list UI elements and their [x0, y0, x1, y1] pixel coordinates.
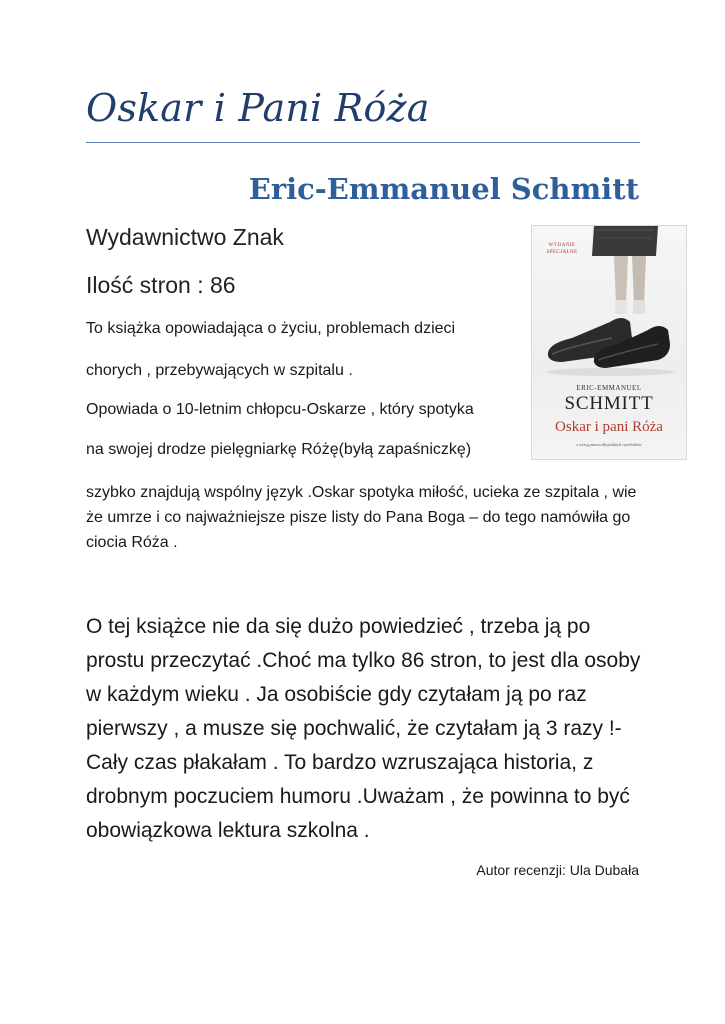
cover-title: Oskar i pani Róża [555, 419, 663, 435]
summary-paragraph: szybko znajdują wspólny język .Oskar spotyka miłość, ucieka ze szpitala , wie że umrze i co najważniejsze pisze listy do Pana Boga – do tego namówiła go ciocia Róża . [86, 484, 637, 551]
title-divider [86, 142, 640, 143]
book-author: Eric-Emmanuel Schmitt [248, 172, 639, 206]
document-title: Oskar i Pani Róża [86, 86, 430, 130]
cover-badge: WYDANIE SPECJALNE [546, 243, 578, 255]
cover-tagline: z wersją autora dla polskich czytelników [576, 442, 642, 447]
book-cover-image [531, 225, 687, 460]
review-author: Autor recenzji: Ula Dubała [476, 862, 639, 878]
cover-author-first: ERIC-EMMANUEL [576, 384, 642, 392]
opinion-paragraph: O tej książce nie da się dużo powiedzieć , trzeba ją po prostu przeczytać .Choć ma tylko 86 stron, to jest dla osoby w każdym wieku . Ja osobiście gdy czytałam ją po raz pierwszy , a musze się pochwalić, że czytałam ją 3 razy !- Cały czas płakałam . To bardzo wzruszająca historia, z drobnym poczuciem humoru .Uważam , że powinna to być obowiązkowa lektura szkolna . [86, 615, 641, 842]
book-page-count: Ilość stron : 86 [86, 272, 236, 298]
cover-author-last: SCHMITT [564, 393, 654, 414]
summary-line: na swojej drodze pielęgniarkę Różę(byłą zapaśniczkę) [86, 441, 472, 458]
book-publisher: Wydawnictwo Znak [86, 224, 284, 250]
summary-line: To książka opowiadająca o życiu, problemach dzieci [86, 320, 456, 337]
summary-line: chorych , przebywających w szpitalu . [86, 362, 353, 379]
summary-line: Opowiada o 10-letnim chłopcu-Oskarze , który spotyka [86, 401, 474, 418]
